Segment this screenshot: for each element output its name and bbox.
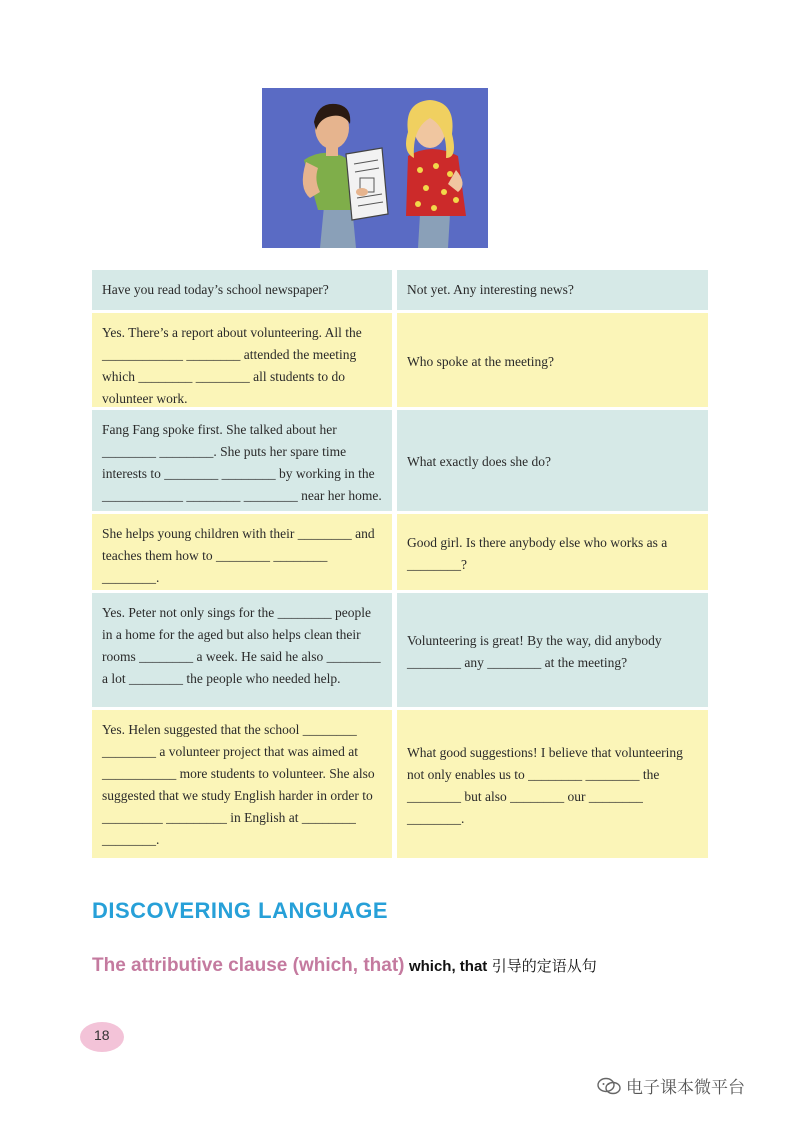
dialogue-line-girl-5 [397,593,708,707]
dialogue-line-girl-4 [397,514,708,590]
dialogue-line-girl-3 [397,410,708,511]
watermark-text: 电子课本微平台 [626,1078,745,1098]
watermark [596,1073,745,1098]
dialogue-line-boy-1 [92,270,392,310]
newspaper [346,148,388,220]
dialogue-line-girl-1 [397,270,708,310]
dialogue-text: What exactly does she do? [407,454,551,469]
dialogue-line-boy-5 [92,593,392,707]
dialogue-text: Yes. Helen suggested that the school ________ ________ a volunteer project that was aimed at ___________ more students to volunteer. She also suggested that we study English harder in order to _________ _________ in English at ________ ________. [102,722,375,847]
dialogue-table [92,270,708,858]
dialogue-line-boy-4 [92,514,392,590]
dialogue-text: Not yet. Any interesting news? [407,282,574,297]
dialogue-line-girl-6 [397,710,708,858]
illustration-two-students-reading-newspaper [262,88,488,248]
dialogue-text: Fang Fang spoke first. She talked about her ________ ________. She puts her spare time interests to ________ ________ by working in the ____________ ________ ________ near her home. [102,422,382,503]
section-title: DISCOVERING LANGUAGE [92,898,389,923]
dialogue-text: Good girl. Is there anybody else who works as a ________? [407,534,668,572]
dialogue-text: Who spoke at the meeting? [407,353,554,369]
dialogue-line-boy-3 [92,410,392,511]
dialogue-text: She helps young children with their ________ and teaches them how to ________ ________ ________. [102,526,375,585]
dialogue-text: Volunteering is great! By the way, did anybody ________ any ________ at the meeting? [407,632,662,670]
dialogue-text: Yes. Peter not only sings for the ________ people in a home for the aged but also helps clean their rooms ________ a week. He said he also ________ a lot ________ the people who needed help. [102,605,381,686]
wechat-icon [596,1076,622,1096]
dialogue-line-boy-2 [92,313,392,407]
page-number: 18 [94,1027,110,1043]
dialogue-text: What good suggestions! I believe that volunteering not only enables us to ________ ________ the ________ but also ________ our ________ ________. [407,744,683,826]
subtitle-chinese: 引导的定语从句 [491,958,597,975]
subtitle-english: The attributive clause (which, that) [92,955,405,976]
dialogue-line-girl-2 [397,313,708,407]
subtitle-keywords: which, that [408,958,488,975]
dialogue-text: Have you read today’s school newspaper? [102,282,329,297]
dialogue-text: Yes. There’s a report about volunteering. All the ____________ ________ attended the meeting which ________ ________ all students to do volunteer work. [102,325,362,406]
dialogue-line-boy-6 [92,710,392,858]
grammar-subtitle [92,952,722,981]
